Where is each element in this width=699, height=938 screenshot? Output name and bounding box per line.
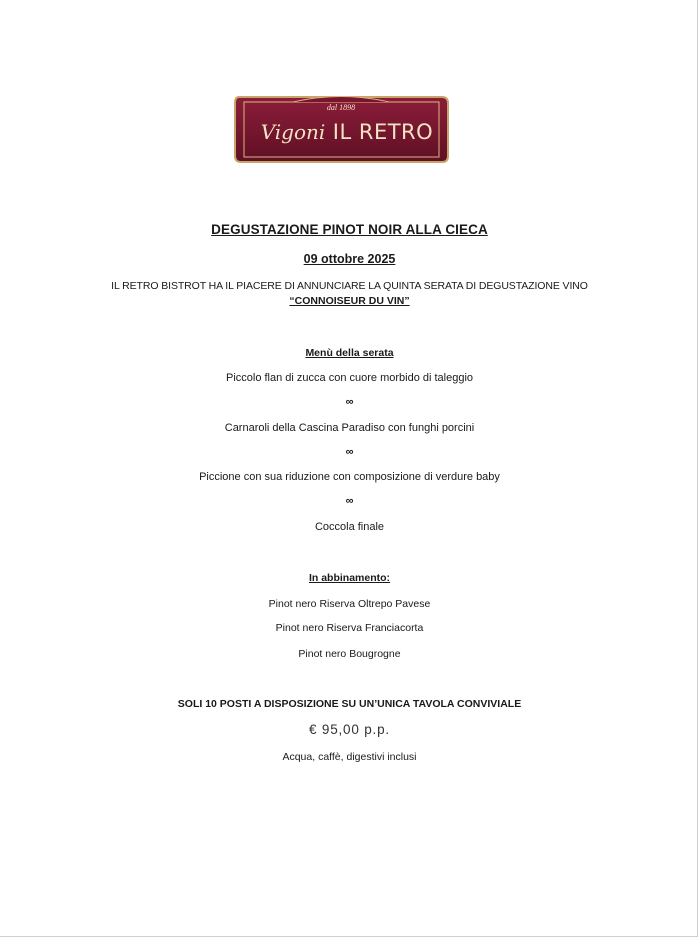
- event-date: 09 ottobre 2025: [303, 252, 396, 266]
- menu-course: Carnaroli della Cascina Paradiso con funghi porcini: [224, 422, 475, 434]
- event-announcement: IL RETRO BISTROT HA IL PIACERE DI ANNUNCIARE LA QUINTA SERATA DI DEGUSTAZIONE VINO: [111, 280, 588, 292]
- infinity-separator: ∞: [345, 495, 354, 507]
- logo-script-text: Vigoni: [260, 120, 326, 144]
- menu-heading: Menù della serata: [305, 347, 394, 359]
- menu-course: Piccione con sua riduzione con composizione di verdure baby: [199, 471, 500, 483]
- price: € 95,00 p.p.: [309, 722, 390, 737]
- logo-brand-text: IL RETRO: [332, 120, 434, 144]
- wine-item: Pinot nero Riserva Oltrepo Pavese: [268, 598, 431, 610]
- infinity-separator: ∞: [345, 396, 354, 408]
- included-items: Acqua, caffè, digestivi inclusi: [282, 751, 417, 763]
- menu-course: Piccolo flan di zucca con cuore morbido di taleggio: [225, 372, 474, 384]
- logo-since-text: dal 1898: [326, 103, 356, 112]
- seats-notice: SOLI 10 POSTI A DISPOSIZIONE SU UN’UNICA TAVOLA CONVIVIALE: [177, 698, 522, 710]
- wine-item: Pinot nero Riserva Franciacorta: [275, 622, 424, 634]
- event-title: DEGUSTAZIONE PINOT NOIR ALLA CIECA: [211, 222, 488, 237]
- event-name: “CONNOISEUR DU VIN”: [289, 295, 410, 307]
- vigoni-il-retro-logo: [233, 93, 450, 166]
- infinity-separator: ∞: [345, 446, 354, 458]
- wine-item: Pinot nero Bougrogne: [298, 648, 401, 660]
- pairing-heading: In abbinamento:: [308, 572, 391, 584]
- menu-course: Coccola finale: [314, 521, 385, 533]
- logo-graphic: [233, 93, 450, 166]
